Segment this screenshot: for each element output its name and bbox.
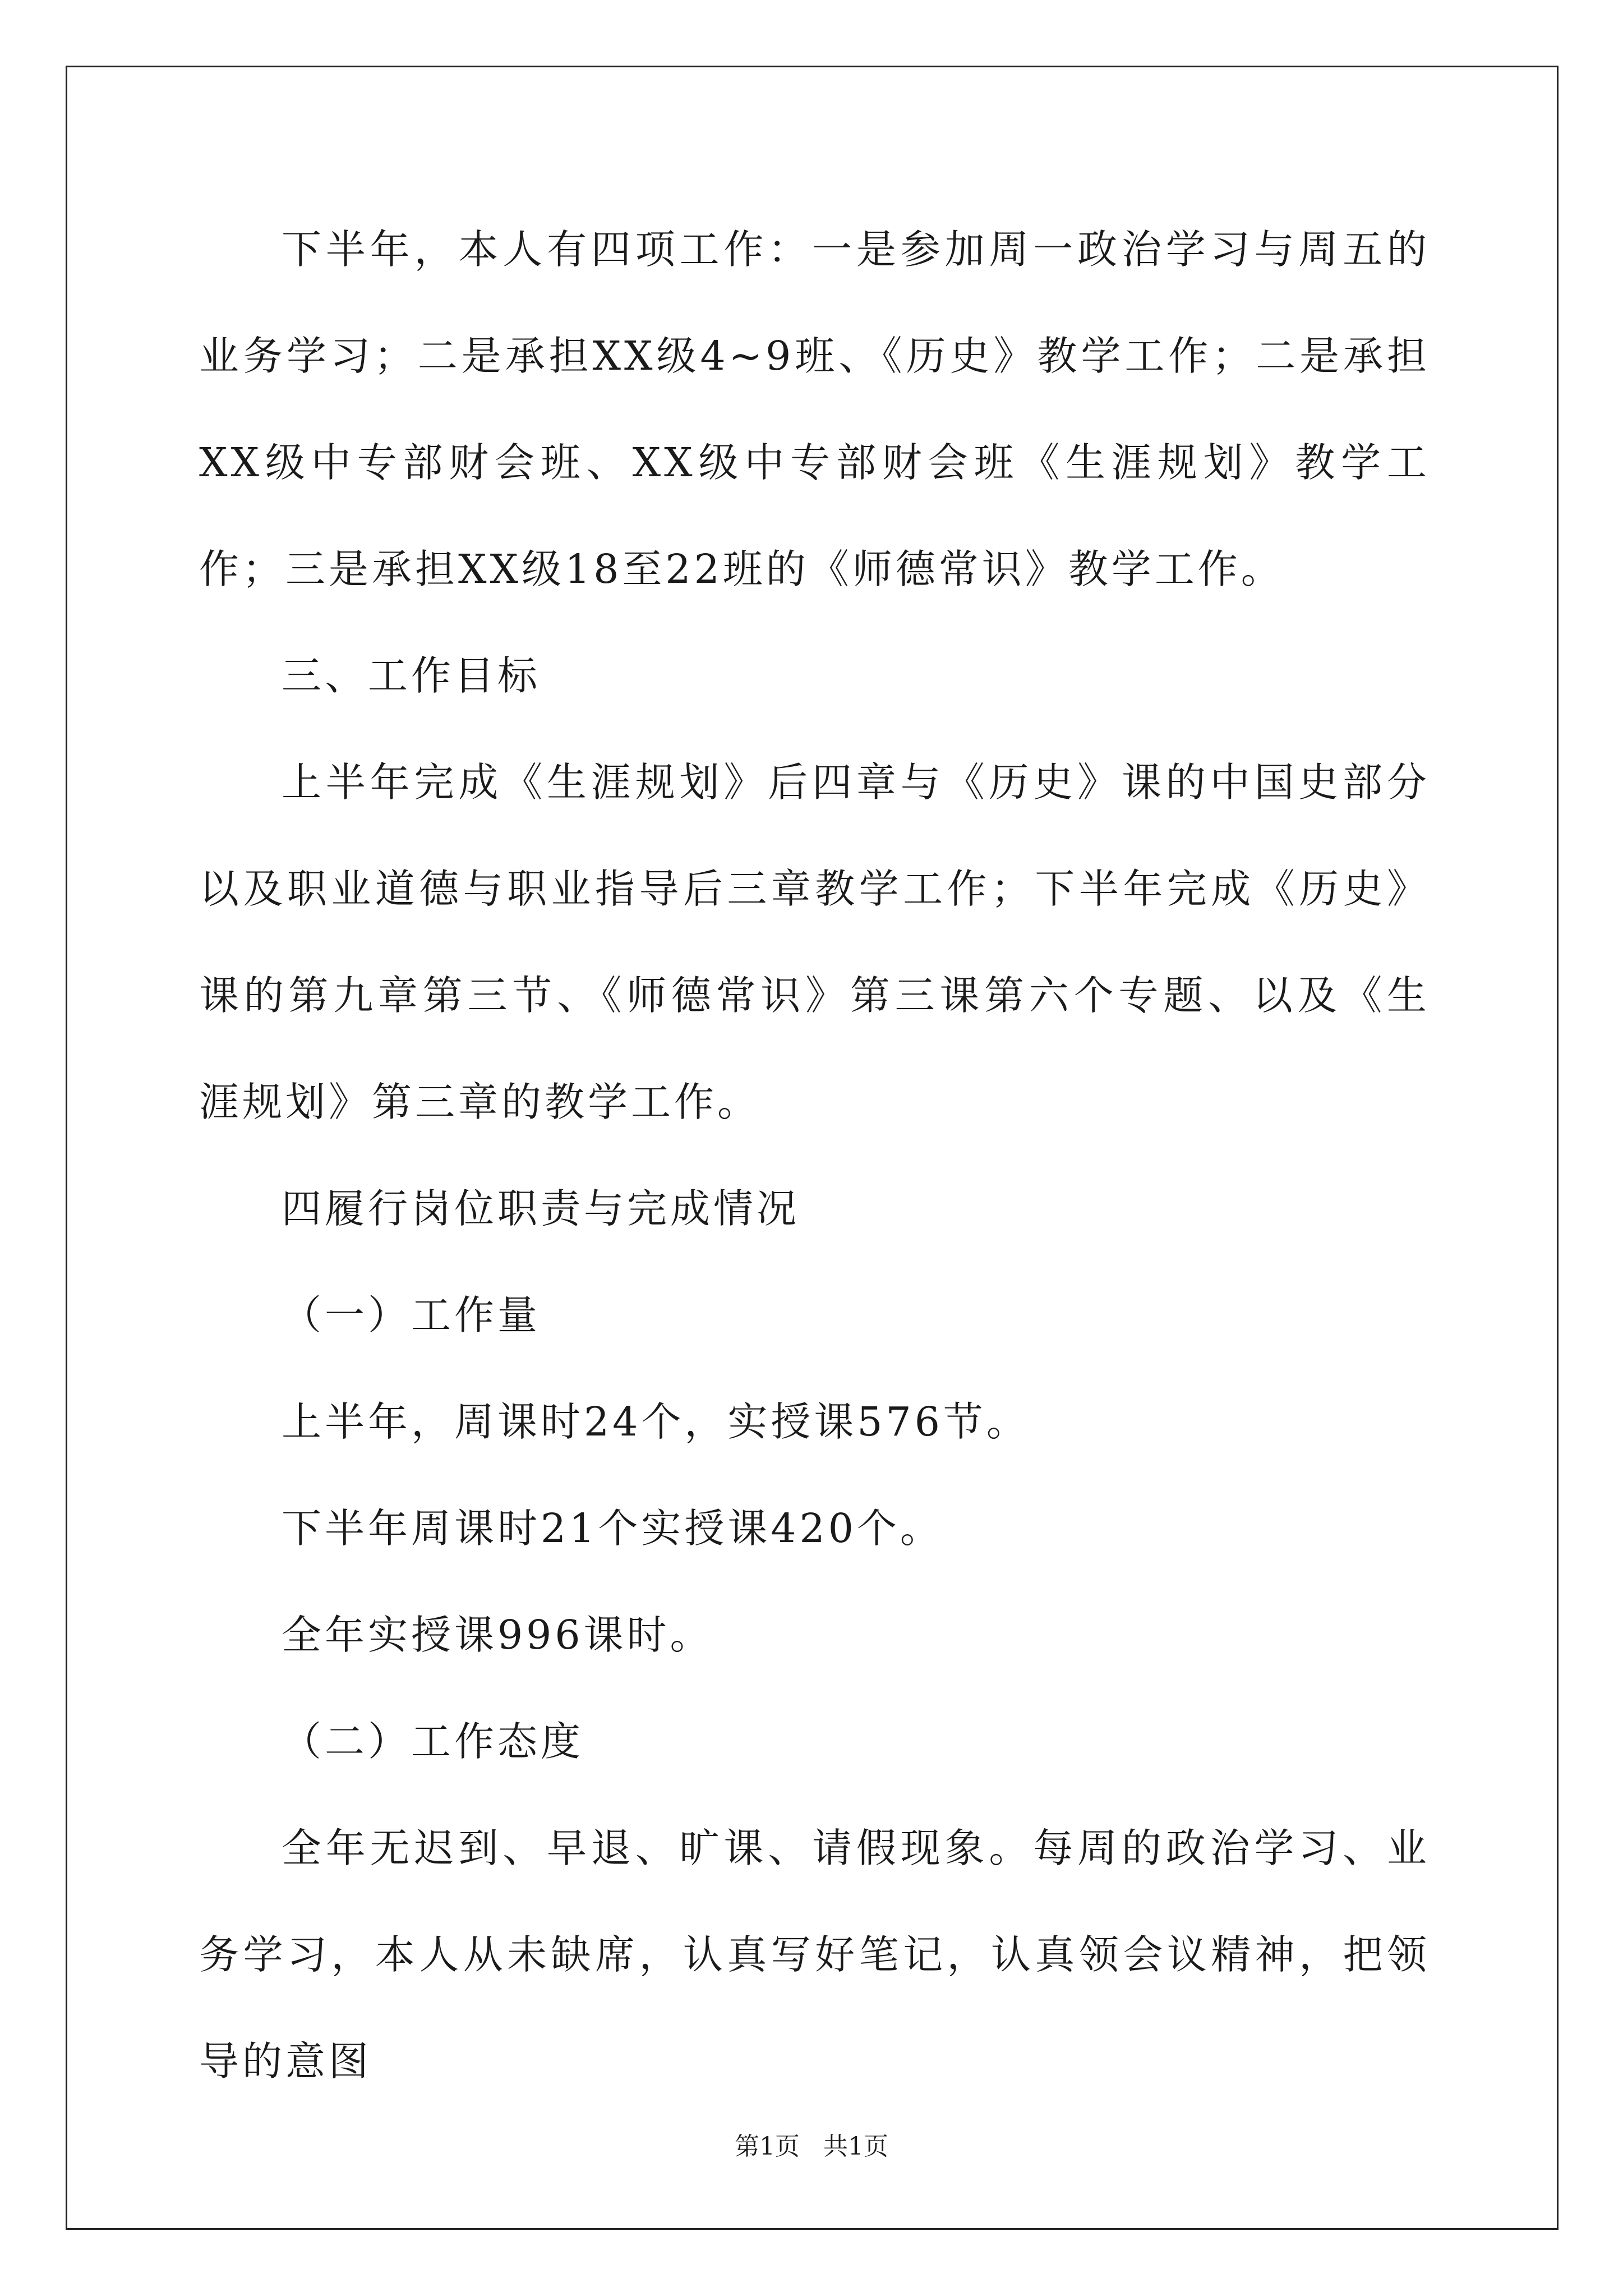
subheading-work-attitude: （二）工作态度	[282, 1718, 584, 1765]
line-first-half-hours: 上半年，周课时24个，实授课576节。	[282, 1398, 1030, 1445]
page-footer: 第1页 共1页	[735, 2132, 888, 2161]
line-annual-hours: 全年实授课996课时。	[282, 1612, 713, 1658]
document-body	[199, 196, 1430, 2115]
line-second-half-hours: 下半年周课时21个实授课420个。	[282, 1505, 943, 1552]
subheading-workload: （一）工作量	[282, 1292, 541, 1338]
paragraph-work-goals: 上半年完成《生涯规划》后四章与《历史》课的中国史部分以及职业道德与职业指导后三章教学工作；下半年完成《历史》课的第九章第三节、《师德常识》第三课第六个专题、以及《生涯规划》第三章的教学工作。	[199, 759, 1430, 1125]
paragraph-attendance: 全年无迟到、早退、旷课、请假现象。每周的政治学习、业务学习，本人从未缺席，认真写好笔记，认真领会议精神，把领导的意图	[199, 1825, 1430, 2085]
heading-duties-completion: 四履行岗位职责与完成情况	[282, 1185, 800, 1232]
paragraph-second-half-duties: 下半年，本人有四项工作：一是参加周一政治学习与周五的业务学习；二是承担XX级4~9班、《历史》教学工作；二是承担XX级中专部财会班、XX级中专部财会班《生涯规划》教学工作；三是承担XX级18至22班的《师德常识》教学工作。	[199, 226, 1430, 592]
heading-work-goals: 三、工作目标	[282, 652, 541, 699]
